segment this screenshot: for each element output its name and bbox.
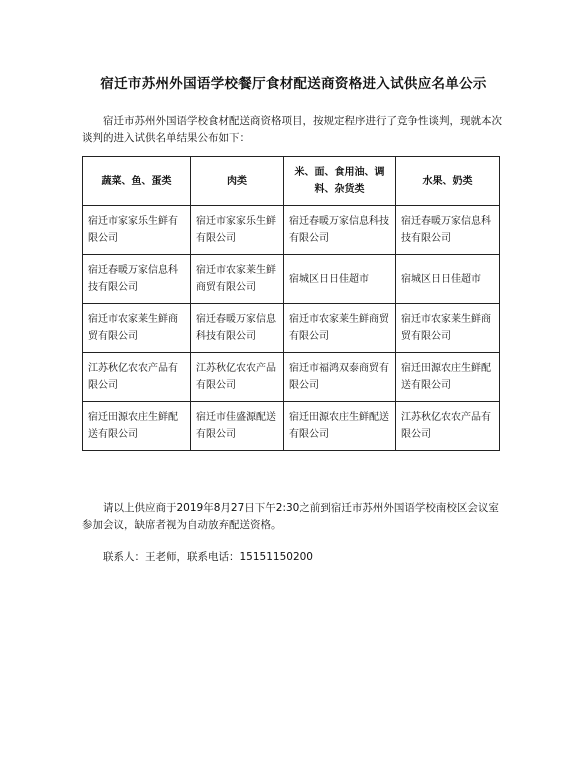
- table-row: [83, 402, 500, 451]
- table-header-row: [83, 157, 500, 206]
- table-cell: 宿迁市福鸿双泰商贸有限公司: [284, 353, 396, 402]
- table-cell: 宿迁春暖万家信息科技有限公司: [396, 206, 500, 255]
- table-cell: 宿迁春暖万家信息科技有限公司: [284, 206, 396, 255]
- header-fruit-dairy: 水果、奶类: [396, 157, 500, 206]
- header-meat: 肉类: [191, 157, 284, 206]
- contact-line: 联系人：王老师，联系电话：15151150200: [103, 551, 313, 563]
- header-rice-flour-oil-groceries: 米、面、食用油、调料、杂货类: [284, 157, 396, 206]
- table-cell: 宿迁市农家莱生鲜商贸有限公司: [83, 304, 191, 353]
- table-row: [83, 206, 500, 255]
- meeting-notice-paragraph: 请以上供应商于2019年8月27日下午2:30之前到宿迁市苏州外国语学校南校区会议室参加会议，缺席者视为自动放弃配送资格。: [82, 502, 499, 531]
- table-cell: 宿迁春暖万家信息科技有限公司: [191, 304, 284, 353]
- table-cell: 江苏秋亿农农产品有限公司: [191, 353, 284, 402]
- table-cell: 宿迁田源农庄生鲜配送有限公司: [83, 402, 191, 451]
- table-cell: 宿迁市农家莱生鲜商贸有限公司: [396, 304, 500, 353]
- table-row: [83, 304, 500, 353]
- table-cell: 宿迁市农家莱生鲜商贸有限公司: [284, 304, 396, 353]
- table-cell: 宿迁春暖万家信息科技有限公司: [83, 255, 191, 304]
- table-cell: 宿城区日日佳超市: [396, 255, 500, 304]
- intro-paragraph: 宿迁市苏州外国语学校食材配送商资格项目，按规定程序进行了竞争性谈判，现就本次谈判的进入试供名单结果公布如下：: [82, 115, 502, 144]
- table-cell: 宿迁田源农庄生鲜配送有限公司: [396, 353, 500, 402]
- table-cell: 江苏秋亿农农产品有限公司: [396, 402, 500, 451]
- table-cell: 宿迁市农家莱生鲜商贸有限公司: [191, 255, 284, 304]
- header-vegetables-fish-eggs: 蔬菜、鱼、蛋类: [83, 157, 191, 206]
- table-cell: 江苏秋亿农农产品有限公司: [83, 353, 191, 402]
- table-row: [83, 353, 500, 402]
- table-cell: 宿城区日日佳超市: [284, 255, 396, 304]
- table-cell: 宿迁市家家乐生鲜有限公司: [83, 206, 191, 255]
- table-cell: 宿迁田源农庄生鲜配送有限公司: [284, 402, 396, 451]
- table-cell: 宿迁市佳盛源配送有限公司: [191, 402, 284, 451]
- page-title: 宿迁市苏州外国语学校餐厅食材配送商资格进入试供应名单公示: [100, 76, 487, 92]
- supplier-table: [82, 156, 500, 451]
- table-row: [83, 255, 500, 304]
- table-cell: 宿迁市家家乐生鲜有限公司: [191, 206, 284, 255]
